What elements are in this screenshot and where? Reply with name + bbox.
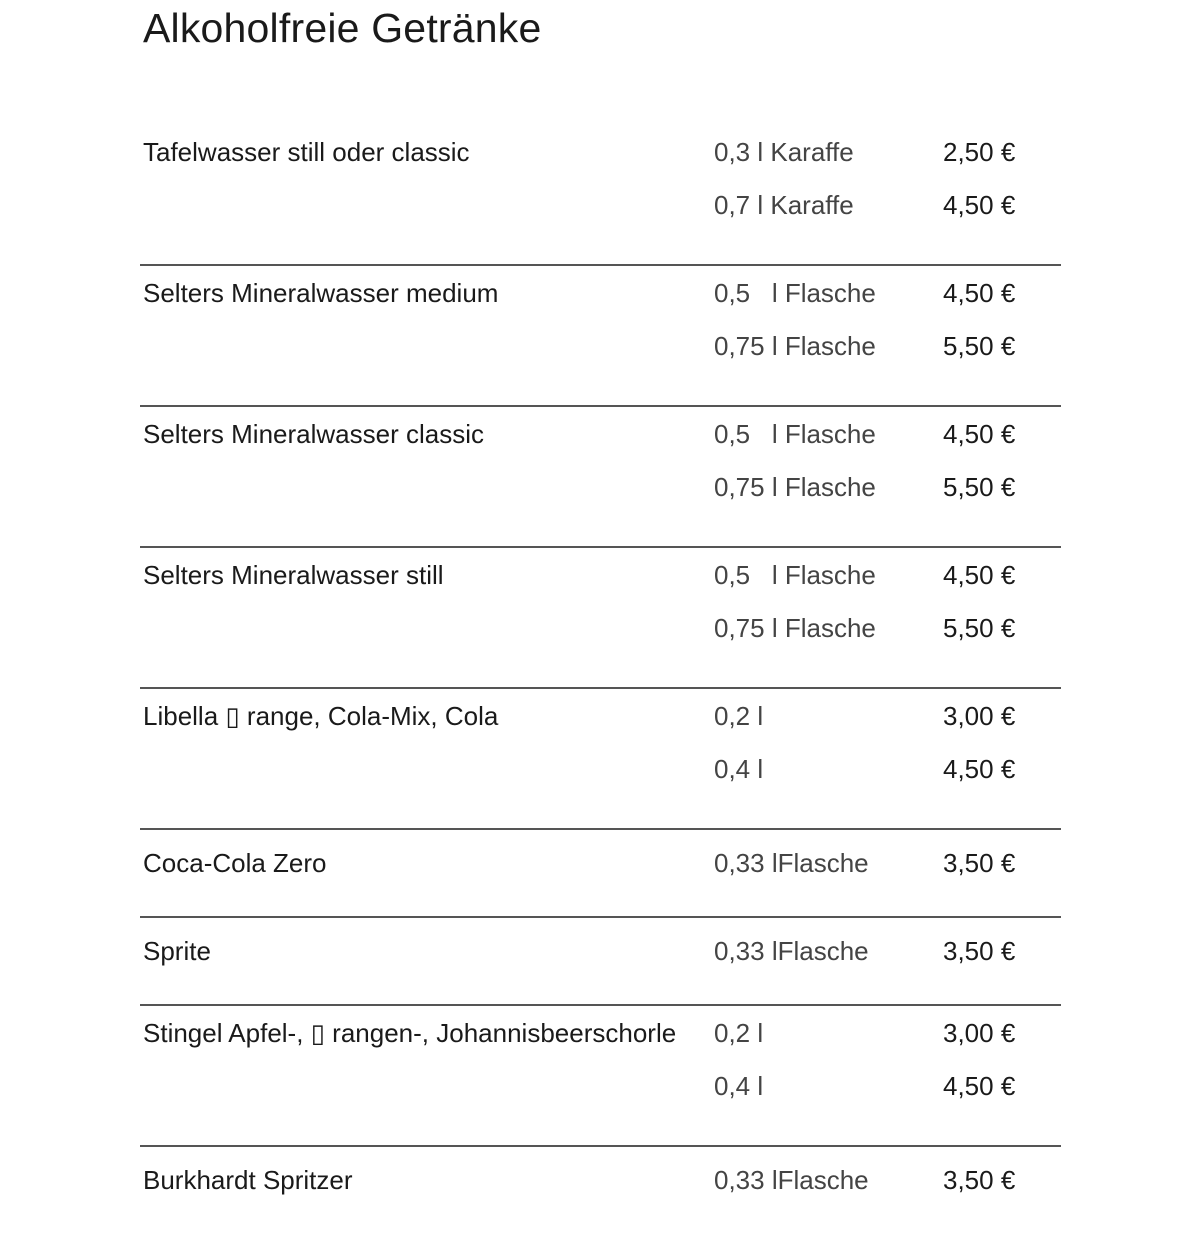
item-price: 3,00 €: [943, 1018, 1016, 1048]
menu-item: [140, 689, 1061, 830]
item-price: 5,50 €: [943, 331, 1016, 361]
item-size: 0,75 l Flasche: [714, 613, 876, 643]
item-variant: [140, 417, 1061, 451]
menu-item: [140, 548, 1061, 689]
item-variant: [140, 470, 1061, 504]
menu-item: [140, 1147, 1061, 1235]
item-price: 3,50 €: [943, 936, 1016, 966]
item-name: Sprite: [143, 936, 211, 966]
item-price: 4,50 €: [943, 419, 1016, 449]
item-size: 0,2 l: [714, 701, 764, 731]
item-price: 4,50 €: [943, 1071, 1016, 1101]
item-variant: [140, 611, 1061, 645]
item-size: 0,4 l: [714, 754, 764, 784]
item-size: 0,33 lFlasche: [714, 1165, 869, 1195]
item-size: 0,75 l Flasche: [714, 331, 876, 361]
item-name: Selters Mineralwasser medium: [143, 278, 499, 308]
item-variant: [140, 934, 1061, 968]
item-variant: [140, 558, 1061, 592]
drinks-list: [140, 125, 1061, 1235]
item-size: 0,75 l Flasche: [714, 472, 876, 502]
page-title: Alkoholfreie Getränke: [143, 5, 542, 51]
item-size: 0,5 l Flasche: [714, 560, 876, 590]
item-size: 0,33 lFlasche: [714, 936, 869, 966]
menu-item: [140, 407, 1061, 548]
item-size: 0,5 l Flasche: [714, 278, 876, 308]
item-price: 4,50 €: [943, 190, 1016, 220]
menu-item: [140, 266, 1061, 407]
item-size: 0,4 l: [714, 1071, 764, 1101]
item-name: Selters Mineralwasser still: [143, 560, 444, 590]
item-size: 0,5 l Flasche: [714, 419, 876, 449]
item-variant: [140, 135, 1061, 169]
item-variant: [140, 1069, 1061, 1103]
item-size: 0,7 l Karaffe: [714, 190, 854, 220]
item-name: Libella ▯ range, Cola-Mix, Cola: [143, 701, 499, 731]
item-variant: [140, 699, 1061, 733]
item-size: 0,3 l Karaffe: [714, 137, 854, 167]
menu-item: [140, 830, 1061, 918]
item-name: Burkhardt Spritzer: [143, 1165, 353, 1195]
item-variant: [140, 846, 1061, 880]
item-price: 3,50 €: [943, 848, 1016, 878]
item-variant: [140, 329, 1061, 363]
item-price: 3,00 €: [943, 701, 1016, 731]
item-price: 3,50 €: [943, 1165, 1016, 1195]
item-price: 2,50 €: [943, 137, 1016, 167]
item-variant: [140, 276, 1061, 310]
item-price: 5,50 €: [943, 613, 1016, 643]
item-name: Selters Mineralwasser classic: [143, 419, 484, 449]
item-name: Coca-Cola Zero: [143, 848, 327, 878]
item-name: Stingel Apfel-, ▯ rangen-, Johannisbeerschorle: [143, 1018, 677, 1048]
item-name: Tafelwasser still oder classic: [143, 137, 470, 167]
item-price: 4,50 €: [943, 278, 1016, 308]
item-size: 0,2 l: [714, 1018, 764, 1048]
item-variant: [140, 752, 1061, 786]
menu-item: [140, 918, 1061, 1006]
item-variant: [140, 188, 1061, 222]
item-variant: [140, 1016, 1061, 1050]
item-variant: [140, 1163, 1061, 1197]
item-size: 0,33 lFlasche: [714, 848, 869, 878]
item-price: 5,50 €: [943, 472, 1016, 502]
menu-item: [140, 125, 1061, 266]
item-price: 4,50 €: [943, 754, 1016, 784]
menu-item: [140, 1006, 1061, 1147]
item-price: 4,50 €: [943, 560, 1016, 590]
